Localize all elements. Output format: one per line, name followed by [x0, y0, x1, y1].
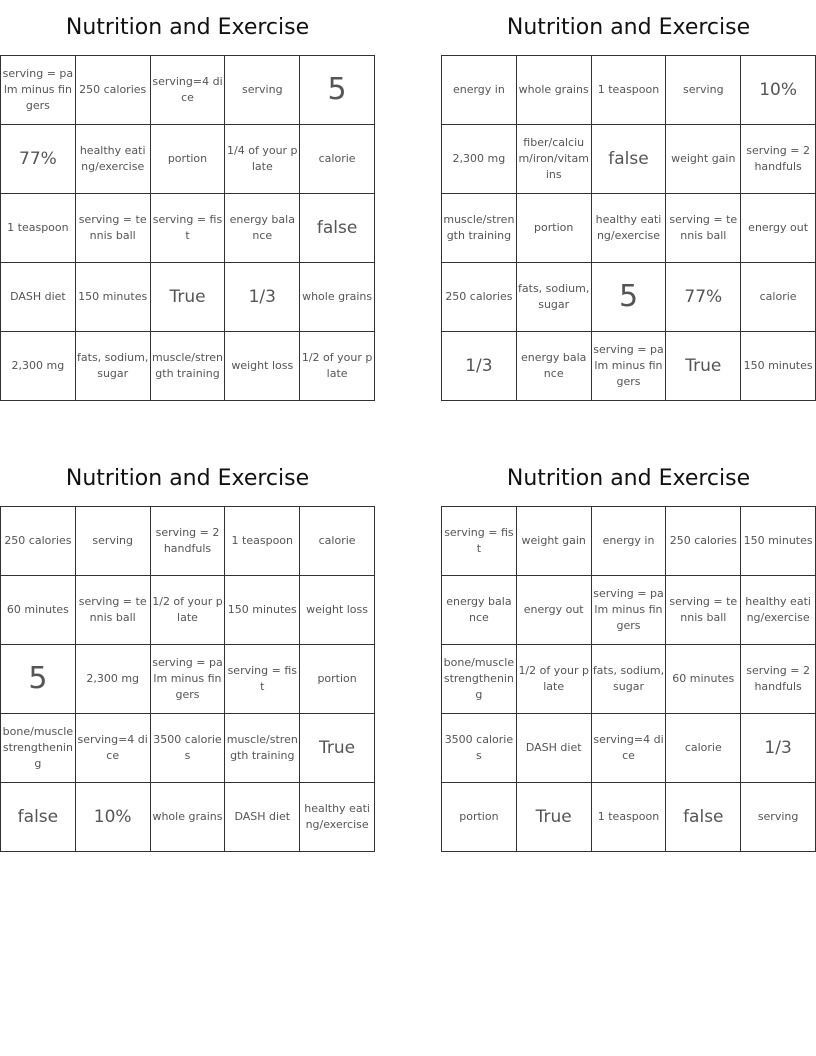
bingo-cell: 1/3	[442, 332, 517, 401]
bingo-cell: serving	[225, 56, 300, 125]
grid-row	[1, 194, 375, 263]
bingo-cell: 10%	[75, 783, 150, 852]
bingo-cell: serving = palm minus fingers	[591, 576, 666, 645]
bingo-cell: portion	[150, 125, 225, 194]
bingo-cell: serving = tennis ball	[75, 576, 150, 645]
bingo-cell: energy balance	[442, 576, 517, 645]
grid-row	[442, 56, 816, 125]
card-title: Nutrition and Exercise	[506, 466, 751, 491]
grid-row	[442, 714, 816, 783]
bingo-cell: serving = 2 handfuls	[150, 507, 225, 576]
bingo-cell: muscle/strength training	[225, 714, 300, 783]
bingo-cell: 1 teaspoon	[591, 56, 666, 125]
bingo-cell: whole grains	[300, 263, 375, 332]
bingo-cell: false	[1, 783, 76, 852]
bingo-cell: false	[300, 194, 375, 263]
bingo-cell: 77%	[666, 263, 741, 332]
bingo-cell: weight loss	[300, 576, 375, 645]
bingo-cell: false	[591, 125, 666, 194]
grid-row	[1, 783, 375, 852]
bingo-cell: fiber/calcium/iron/vitamins	[516, 125, 591, 194]
bingo-cell: 150 minutes	[741, 507, 816, 576]
grid-row	[1, 263, 375, 332]
grid-row	[442, 507, 816, 576]
bingo-cell: energy out	[516, 576, 591, 645]
card-title: Nutrition and Exercise	[65, 15, 310, 40]
grid-row	[442, 194, 816, 263]
bingo-cell: 3500 calories	[442, 714, 517, 783]
grid-row	[1, 56, 375, 125]
grid-row	[442, 576, 816, 645]
bingo-cell: healthy eating/exercise	[591, 194, 666, 263]
bingo-cell: 1/2 of your plate	[150, 576, 225, 645]
grid-row	[442, 783, 816, 852]
bingo-cell: DASH diet	[225, 783, 300, 852]
bingo-cell: serving=4 dice	[591, 714, 666, 783]
bingo-cell: 250 calories	[1, 507, 76, 576]
bingo-cell: serving = 2 handfuls	[741, 645, 816, 714]
bingo-cell: DASH diet	[516, 714, 591, 783]
bingo-cell: 2,300 mg	[1, 332, 76, 401]
bingo-cell: false	[666, 783, 741, 852]
bingo-cell: energy in	[591, 507, 666, 576]
grid-row	[1, 714, 375, 783]
bingo-cell: serving = palm minus fingers	[591, 332, 666, 401]
bingo-cell: calorie	[300, 507, 375, 576]
bingo-cell: serving = tennis ball	[666, 576, 741, 645]
bingo-cell: 60 minutes	[666, 645, 741, 714]
grid-row	[442, 332, 816, 401]
bingo-cell: True	[300, 714, 375, 783]
bingo-cell: energy balance	[225, 194, 300, 263]
bingo-cell: serving = fist	[225, 645, 300, 714]
bingo-cell: serving = tennis ball	[75, 194, 150, 263]
grid-row	[1, 576, 375, 645]
bingo-cell: 150 minutes	[75, 263, 150, 332]
bingo-grid	[0, 55, 375, 401]
bingo-cell: 77%	[1, 125, 76, 194]
bingo-cell: healthy eating/exercise	[741, 576, 816, 645]
bingo-cell: serving = fist	[442, 507, 517, 576]
bingo-cell: 1/3	[225, 263, 300, 332]
bingo-cell: energy in	[442, 56, 517, 125]
bingo-cell: calorie	[666, 714, 741, 783]
bingo-cell: 2,300 mg	[442, 125, 517, 194]
bingo-cell: calorie	[300, 125, 375, 194]
bingo-cell: fats, sodium, sugar	[591, 645, 666, 714]
bingo-cell: energy out	[741, 194, 816, 263]
bingo-cell: muscle/strength training	[442, 194, 517, 263]
bingo-cell: serving=4 dice	[150, 56, 225, 125]
bingo-cell: 5	[591, 263, 666, 332]
bingo-cell: 1/2 of your plate	[516, 645, 591, 714]
bingo-cell: serving	[75, 507, 150, 576]
grid-row	[442, 125, 816, 194]
grid-row	[1, 645, 375, 714]
bingo-cell: 60 minutes	[1, 576, 76, 645]
grid-row	[1, 507, 375, 576]
bingo-cell: weight loss	[225, 332, 300, 401]
bingo-cell: 5	[300, 56, 375, 125]
grid-row	[1, 125, 375, 194]
bingo-cell: fats, sodium, sugar	[75, 332, 150, 401]
bingo-cell: 1/2 of your plate	[300, 332, 375, 401]
bingo-cell: whole grains	[516, 56, 591, 125]
bingo-cell: serving	[741, 783, 816, 852]
bingo-cell: True	[666, 332, 741, 401]
bingo-cell: serving = fist	[150, 194, 225, 263]
bingo-cell: 2,300 mg	[75, 645, 150, 714]
bingo-grid	[441, 55, 816, 401]
bingo-cell: portion	[442, 783, 517, 852]
bingo-cell: portion	[516, 194, 591, 263]
grid-row	[442, 263, 816, 332]
bingo-cell: bone/muscle strengthening	[1, 714, 76, 783]
bingo-grid	[441, 506, 816, 852]
card-title: Nutrition and Exercise	[506, 15, 751, 40]
bingo-cell: bone/muscle strengthening	[442, 645, 517, 714]
bingo-cell: weight gain	[666, 125, 741, 194]
card-title: Nutrition and Exercise	[65, 466, 310, 491]
bingo-cell: 1 teaspoon	[225, 507, 300, 576]
bingo-cell: 1 teaspoon	[591, 783, 666, 852]
bingo-cell: 5	[1, 645, 76, 714]
bingo-cell: serving=4 dice	[75, 714, 150, 783]
bingo-cell: fats, sodium, sugar	[516, 263, 591, 332]
grid-row	[442, 645, 816, 714]
bingo-cell: 250 calories	[75, 56, 150, 125]
bingo-cell: calorie	[741, 263, 816, 332]
bingo-cell: energy balance	[516, 332, 591, 401]
bingo-cell: True	[150, 263, 225, 332]
bingo-cell: DASH diet	[1, 263, 76, 332]
bingo-cell: serving = tennis ball	[666, 194, 741, 263]
bingo-cell: 250 calories	[666, 507, 741, 576]
bingo-cell: portion	[300, 645, 375, 714]
bingo-cell: 1/3	[741, 714, 816, 783]
bingo-cell: 1/4 of your plate	[225, 125, 300, 194]
bingo-cell: 10%	[741, 56, 816, 125]
bingo-cell: serving = 2 handfuls	[741, 125, 816, 194]
bingo-grid	[0, 506, 375, 852]
bingo-cell: serving = palm minus fingers	[1, 56, 76, 125]
bingo-cell: healthy eating/exercise	[75, 125, 150, 194]
bingo-cell: healthy eating/exercise	[300, 783, 375, 852]
bingo-cell: 3500 calories	[150, 714, 225, 783]
bingo-cell: 250 calories	[442, 263, 517, 332]
bingo-cell: 150 minutes	[225, 576, 300, 645]
bingo-cell: whole grains	[150, 783, 225, 852]
bingo-cell: 150 minutes	[741, 332, 816, 401]
bingo-cell: serving	[666, 56, 741, 125]
bingo-cell: True	[516, 783, 591, 852]
bingo-cell: muscle/strength training	[150, 332, 225, 401]
grid-row	[1, 332, 375, 401]
bingo-cell: 1 teaspoon	[1, 194, 76, 263]
bingo-cell: serving = palm minus fingers	[150, 645, 225, 714]
bingo-cell: weight gain	[516, 507, 591, 576]
